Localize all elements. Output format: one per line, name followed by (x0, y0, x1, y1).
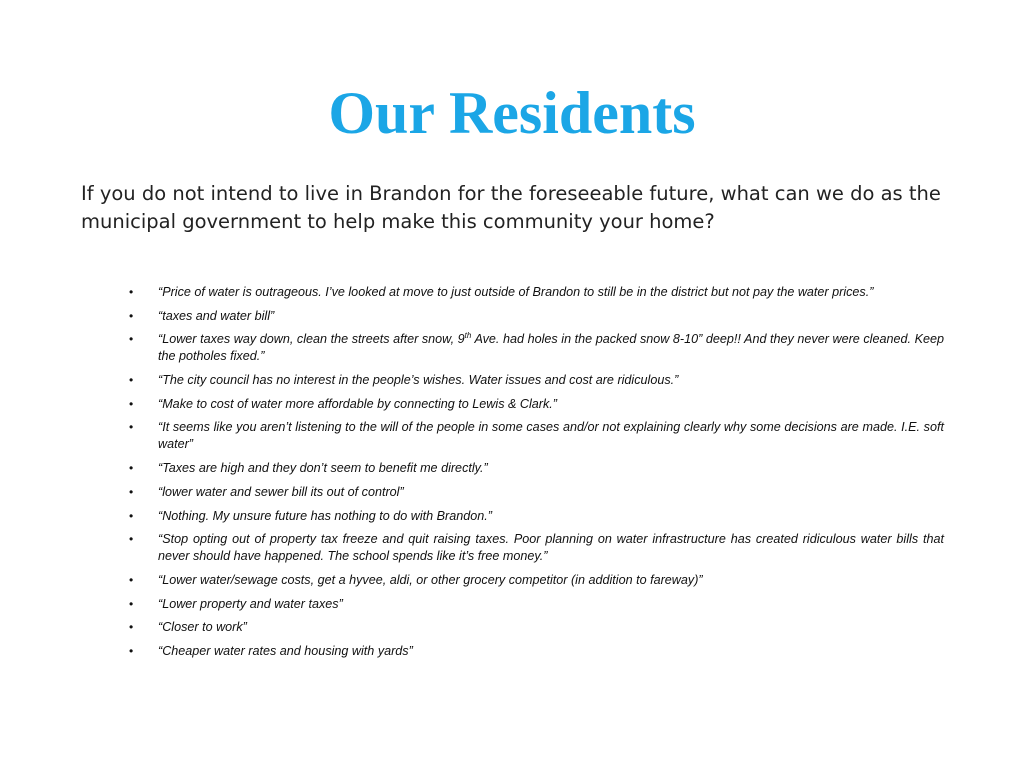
quote-text: “The city council has no interest in the people’s wishes. Water issues and cost are ridiculous.” (158, 373, 679, 388)
resident-quotes-list (0, 284, 1024, 667)
quote-text: “Lower property and water taxes” (158, 596, 343, 611)
list-item (129, 419, 944, 453)
quote-text-part: “Lower taxes way down, clean the streets after snow, 9 (158, 332, 465, 347)
list-item (129, 484, 944, 501)
slide-title: Our Residents (328, 80, 696, 146)
bullet-icon: • (129, 508, 134, 523)
list-item (129, 596, 944, 613)
bullet-icon: • (129, 643, 134, 658)
list-item (129, 372, 944, 389)
bullet-icon: • (129, 620, 134, 635)
list-item (129, 643, 944, 660)
list-item (129, 531, 944, 565)
quote-text: “taxes and water bill” (158, 308, 275, 323)
quote-text: “Price of water is outrageous. I’ve looked at move to just outside of Brandon to still be in the district but not pay the water prices.” (158, 285, 874, 299)
quote-text: “lower water and sewer bill its out of control” (158, 484, 404, 499)
quote-text: “Nothing. My unsure future has nothing to do with Brandon.” (158, 508, 492, 523)
list-item (129, 508, 944, 525)
bullet-icon: • (129, 532, 134, 547)
bullet-icon: • (129, 396, 134, 411)
list-item (129, 460, 944, 477)
bullet-icon: • (129, 461, 134, 476)
bullet-icon: • (129, 285, 134, 299)
bullet-icon: • (129, 332, 134, 347)
list-item (129, 331, 944, 365)
quote-text: “Make to cost of water more affordable by connecting to Lewis & Clark.” (158, 396, 557, 411)
survey-question: If you do not intend to live in Brandon for the foreseeable future, what can we do as the municipal government to help make this community your home? (81, 182, 941, 233)
quote-text: “It seems like you aren’t listening to the will of the people in some cases and/or not explaining clearly why some decisions are made. I.E. soft water” (158, 420, 944, 452)
list-item (129, 572, 944, 589)
list-item (129, 619, 944, 636)
quote-text: “Stop opting out of property tax freeze and quit raising taxes. Poor planning on water infrastructure has created ridiculous water bills that never should have happened. The school spends like it’s free money.” (158, 532, 944, 564)
list-item (129, 308, 944, 325)
bullet-icon: • (129, 596, 134, 611)
quote-text: “Cheaper water rates and housing with yards” (158, 643, 413, 658)
bullet-icon: • (129, 420, 134, 435)
quote-text: “Taxes are high and they don’t seem to benefit me directly.” (158, 461, 488, 476)
quote-text: “Closer to work” (158, 620, 247, 635)
bullet-icon: • (129, 572, 134, 587)
ordinal-suffix: th (464, 331, 472, 341)
bullet-icon: • (129, 373, 134, 388)
list-item (129, 284, 944, 301)
quote-text-part: Ave. had holes in the packed snow 8-10” deep!! And they never were cleaned. Keep the potholes fixed.” (158, 332, 944, 364)
list-item (129, 396, 944, 413)
bullet-icon: • (129, 308, 134, 323)
bullet-icon: • (129, 484, 134, 499)
quote-text: “Lower water/sewage costs, get a hyvee, aldi, or other grocery competitor (in addition to fareway)” (158, 572, 703, 587)
